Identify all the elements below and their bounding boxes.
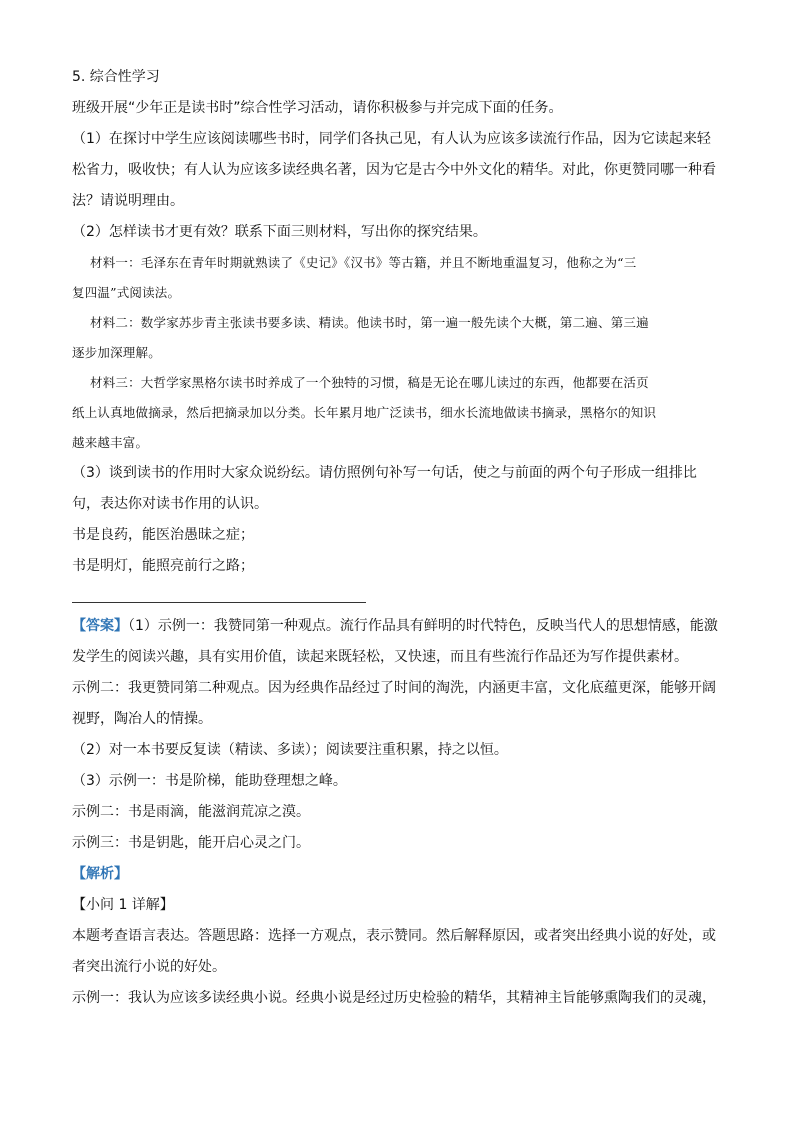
task-1-line: 松省力，吸收快；有人认为应该多读经典名著，因为它是古今中外文化的精华。对此，你更赞同哪一种看 (72, 162, 716, 178)
answer-line: （3）示例一：书是阶梯，能助登理想之峰。 (72, 773, 347, 789)
answer-line: 示例二：我更赞同第二种观点。因为经典作品经过了时间的淘洗，内涵更丰富，文化底蕴更深，能够开阔 (72, 680, 716, 696)
answer-line: 视野，陶冶人的情操。 (72, 711, 212, 727)
material-1-line: 材料一：毛泽东在青年时期就熟读了《史记》《汉书》等古籍，并且不断地重温复习，他称之为“三 (90, 255, 637, 270)
material-1-line: 复四温”式阅读法。 (72, 285, 181, 300)
answer-line: 示例二：书是雨滴，能滋润荒凉之漠。 (72, 804, 310, 820)
answer-first-line (72, 611, 726, 642)
answer-line: 示例三：书是钥匙，能开启心灵之门。 (72, 835, 310, 851)
answer-divider (72, 602, 366, 603)
analysis-line: 示例一：我认为应该多读经典小说。经典小说是经过历史检验的精华，其精神主旨能够熏陶我们的灵魂， (72, 990, 716, 1006)
answer-line: 发学生的阅读兴趣，具有实用价值，读起来既轻松，又快速，而且有些流行作品还为写作提供素材。 (72, 649, 688, 665)
answer-text: （1）示例一：我赞同第一种观点。流行作品具有鲜明的时代特色，反映当代人的思想情感，能激 (128, 618, 718, 634)
task-2: （2）怎样读书才更有效？联系下面三则材料，写出你的探究结果。 (72, 224, 487, 240)
question-intro: 班级开展“少年正是读书时”综合性学习活动，请你积极参与并完成下面的任务。 (72, 100, 563, 116)
document-page (72, 62, 726, 1014)
answer-tag: 【答案】 (72, 618, 128, 634)
example-sentence: 书是明灯，能照亮前行之路； (72, 558, 254, 574)
analysis-line: 者突出流行小说的好处。 (72, 959, 226, 975)
example-sentence: 书是良药，能医治愚昧之症； (72, 527, 254, 543)
analysis-line: 本题考查语言表达。答题思路：选择一方观点，表示赞同。然后解释原因，或者突出经典小说的好处，或 (72, 928, 716, 944)
task-3-line: 句，表达你对读书作用的认识。 (72, 496, 268, 512)
analysis-tag: 【解析】 (72, 866, 128, 882)
task-1-line: 法？请说明理由。 (72, 193, 184, 209)
question-title: 5. 综合性学习 (72, 69, 160, 85)
material-3-line: 纸上认真地做摘录，然后把摘录加以分类。长年累月地广泛读书，细水长流地做读书摘录，黑格尔的知识 (72, 405, 657, 420)
task-1-line: （1）在探讨中学生应该阅读哪些书时，同学们各执己见，有人认为应该多读流行作品，因为它读起来轻 (72, 131, 711, 147)
material-3-line: 越来越丰富。 (72, 435, 149, 450)
analysis-subheading: 【小问 1 详解】 (72, 897, 174, 913)
material-3-line: 材料三：大哲学家黑格尔读书时养成了一个独特的习惯，稿是无论在哪儿读过的东西，他都要在活页 (90, 375, 649, 390)
task-3-line: （3）谈到读书的作用时大家众说纷纭。请仿照例句补写一句话，使之与前面的两个句子形成一组排比 (72, 465, 697, 481)
material-2-line: 材料二：数学家苏步青主张读书要多读、精读。他读书时，第一遍一般先读个大概，第二遍、第三遍 (90, 315, 649, 330)
answer-line: （2）对一本书要反复读（精读、多读）；阅读要注重积累，持之以恒。 (72, 742, 508, 758)
analysis-tag-line (72, 859, 726, 890)
material-2-line: 逐步加深理解。 (72, 345, 161, 360)
